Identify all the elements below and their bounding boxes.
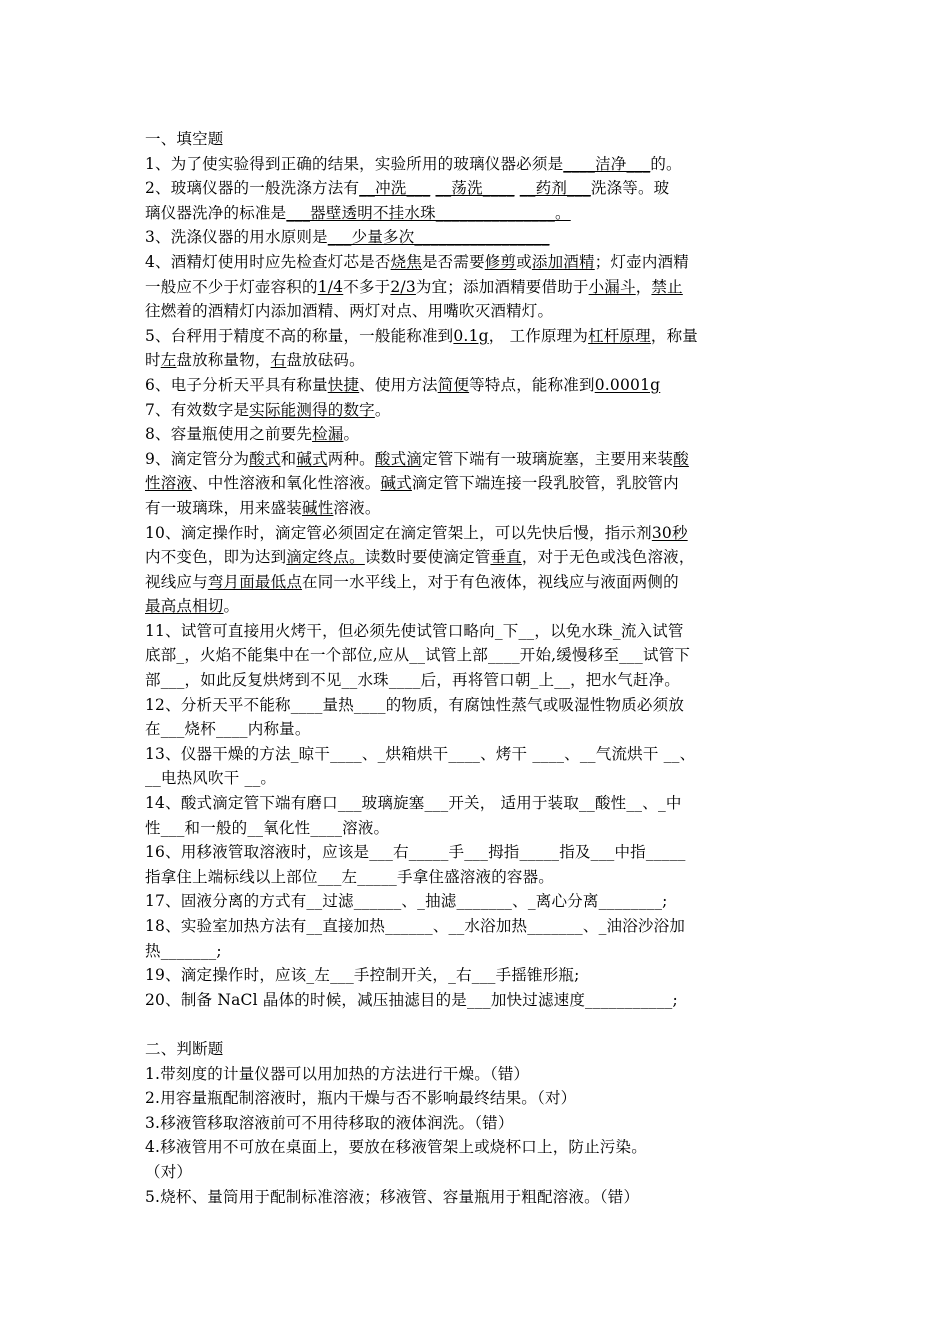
question-line	[145, 422, 810, 447]
question-line	[145, 398, 810, 423]
answer-underlined: __冲洗___	[359, 179, 431, 198]
text-segment: ，对于无色或浅色溶液，	[521, 548, 695, 567]
text-segment: 9、滴定管分为	[145, 449, 250, 468]
question-line	[145, 742, 810, 767]
question-line	[145, 643, 810, 668]
text-segment: 热_______;	[145, 941, 222, 960]
answer-underlined: ___器壁透明不挂水珠_______________。	[286, 203, 571, 222]
text-segment: 的。	[650, 154, 682, 173]
answer-underlined: ____洁净___	[563, 154, 651, 173]
question-line	[145, 299, 810, 324]
question-line	[145, 545, 810, 570]
question-line	[145, 570, 810, 595]
answer-underlined: 最高点相切	[145, 597, 224, 616]
answer-underlined: 实际能测得的数字	[249, 400, 375, 419]
text-segment: 底部_，火焰不能集中在一个部位,应从__试管上部____开始,缓慢移至___试管下	[145, 646, 691, 665]
question-line	[145, 889, 810, 914]
answer-underlined: 碱式	[380, 474, 412, 493]
text-segment: 10、滴定操作时，滴定管必须固定在滴定管架上，可以先快后慢，指示剂	[145, 523, 652, 542]
question-line	[145, 1135, 810, 1160]
question-line	[145, 275, 810, 300]
answer-underlined: 碱性	[302, 498, 334, 517]
question-line	[145, 201, 810, 226]
answer-underlined: 简便	[437, 375, 470, 394]
document-body	[145, 127, 810, 1209]
answer-underlined: 垂直	[490, 548, 522, 567]
question-line	[145, 324, 810, 349]
question-line	[145, 471, 810, 496]
question-line	[145, 373, 810, 398]
text-segment: 11、试管可直接用火烤干，但必须先使试管口略向_下__，以免水珠_流入试管	[145, 621, 684, 640]
text-segment: 有一玻璃珠，用来盛装	[145, 498, 303, 517]
text-segment: 5、台秤用于精度不高的称量，一般能称准到	[145, 326, 454, 345]
text-segment: 视线应与	[145, 572, 208, 591]
text-segment: 璃仪器洗净的标准是	[145, 203, 287, 222]
text-segment: 2.用容量瓶配制溶液时，瓶内干燥与否不影响最终结果。（对）	[145, 1089, 577, 1108]
text-segment: 时	[145, 351, 161, 370]
text-segment: 两种。	[327, 449, 375, 468]
text-segment: 1、为了使实验得到正确的结果，实验所用的玻璃仪器必须是	[145, 154, 564, 173]
text-segment: 7、有效数字是	[145, 400, 250, 419]
question-line	[145, 496, 810, 521]
answer-underlined: 酸式	[249, 449, 281, 468]
text-segment: 4.移液管用不可放在桌面上，要放在移液管架上或烧杯口上，防止污染。	[145, 1138, 647, 1157]
question-line	[145, 939, 810, 964]
question-line	[145, 1160, 810, 1185]
answer-underlined: 性溶液	[145, 474, 193, 493]
answer-underlined: 杠杆原理	[588, 326, 651, 345]
text-segment: 滴定管下端连接一段乳胶管，乳胶管内	[411, 474, 679, 493]
answer-underlined: 碱式	[296, 449, 328, 468]
text-segment: 。	[343, 425, 360, 444]
text-segment: 5.烧杯、量筒用于配制标准溶液；移液管、容量瓶用于粗配溶液。（错）	[145, 1187, 640, 1206]
text-segment: 16、用移液管取溶液时，应该是___右_____手___拇指_____指及___中指_____	[145, 843, 686, 862]
text-segment: 、中性溶液和氧化性溶液。	[192, 474, 381, 493]
text-segment: 4、酒精灯使用时应先检查灯芯是否	[145, 252, 391, 271]
question-line	[145, 348, 810, 373]
text-segment: 不多于	[343, 277, 391, 296]
question-line	[145, 963, 810, 988]
fill-in-questions	[145, 152, 810, 1013]
answer-underlined: ___少量多次_________________	[327, 228, 550, 247]
answer-underlined: 添加酒精	[531, 252, 595, 271]
answer-underlined: 左	[160, 351, 177, 370]
text-segment: 内不变色，即为达到	[145, 548, 287, 567]
question-line	[145, 766, 810, 791]
question-line	[145, 865, 810, 890]
answer-underlined: __药剂___	[519, 179, 591, 198]
text-segment: 往燃着的酒精灯内添加酒精、两灯对点、用嘴吹灭酒精灯。	[145, 302, 554, 321]
text-segment: 在___烧杯____内称量。	[145, 720, 311, 739]
question-line	[145, 1062, 810, 1087]
text-segment: 和	[280, 449, 297, 468]
text-segment: ，	[635, 277, 652, 296]
text-segment: 、使用方法	[359, 375, 438, 394]
text-segment: 12、分析天平不能称____量热____的物质，有腐蚀性蒸气或吸湿性物质必须放	[145, 695, 685, 714]
text-segment: ， 工作原理为	[488, 326, 589, 345]
text-segment: 洗涤等。玻	[590, 179, 670, 198]
question-line	[145, 152, 810, 177]
answer-underlined: 酸	[673, 449, 689, 468]
answer-underlined: __荡洗____	[435, 179, 515, 198]
text-segment: 盘放称量物，	[176, 351, 271, 370]
question-line	[145, 250, 810, 275]
question-line	[145, 816, 810, 841]
answer-underlined: 0.1g	[453, 326, 489, 345]
question-line	[145, 521, 810, 546]
question-line	[145, 1111, 810, 1136]
text-segment: 6、电子分析天平具有称量	[145, 375, 328, 394]
question-line	[145, 791, 810, 816]
text-segment: 19、滴定操作时，应该_左___手控制开关，_右___手摇锥形瓶;	[145, 966, 580, 985]
text-segment: 性___和一般的__氧化性____溶液。	[145, 818, 390, 837]
text-segment: 2、玻璃仪器的一般洗涤方法有	[145, 179, 360, 198]
text-segment: 或	[516, 252, 532, 271]
question-line	[145, 447, 810, 472]
text-segment: 定管下端有一玻璃旋塞，主要用来装	[422, 449, 674, 468]
blank-line	[145, 1012, 810, 1037]
question-line	[145, 176, 810, 201]
question-line	[145, 1185, 810, 1210]
answer-underlined: 酸式滴	[374, 449, 422, 468]
text-segment: 3、洗涤仪器的用水原则是	[145, 228, 328, 247]
section-title-true-false: 二、判断题	[145, 1039, 224, 1058]
text-segment: 为宜；添加酒精要借助于	[415, 277, 589, 296]
answer-underlined: 右	[270, 351, 287, 370]
answer-underlined: 快捷	[327, 375, 360, 394]
answer-underlined: 30秒	[651, 523, 688, 542]
text-segment: 一般应不少于灯壶容积的	[145, 277, 318, 296]
text-segment: 。	[223, 597, 240, 616]
answer-underlined: 小漏斗	[588, 277, 636, 296]
text-segment: 1.带刻度的计量仪器可以用加热的方法进行干燥。（错）	[145, 1064, 530, 1083]
text-segment: 溶液。	[333, 498, 381, 517]
text-segment: 13、仪器干燥的方法_晾干____、_烘箱烘干____、烤干 ____、__气流烘干 __、	[145, 744, 696, 763]
answer-underlined: 2/3	[390, 277, 416, 296]
text-segment: 14、酸式滴定管下端有磨口___玻璃旋塞___开关， 适用于装取__酸性__、_中	[145, 794, 682, 813]
text-segment: 20、制备 NaCl 晶体的时候，减压抽滤目的是___加快过滤速度___________;	[145, 990, 678, 1009]
text-segment: 17、固液分离的方式有__过滤______、_抽滤_______、_离心分离________;	[145, 892, 668, 911]
question-line	[145, 668, 810, 693]
section-title-fill-in: 一、填空题	[145, 130, 224, 148]
text-segment: 8、容量瓶使用之前要先	[145, 425, 313, 444]
answer-underlined: 烧焦	[390, 252, 422, 271]
text-segment: 。	[374, 400, 391, 419]
answer-underlined: 1/4	[317, 277, 344, 296]
question-line	[145, 717, 810, 742]
question-line	[145, 988, 810, 1013]
text-segment: 是否需要	[421, 252, 485, 271]
question-line	[145, 594, 810, 619]
question-line	[145, 225, 810, 250]
text-segment: __电热风吹干 __。	[145, 769, 277, 788]
text-segment: 读数时要使滴定管	[364, 548, 491, 567]
question-line	[145, 1086, 810, 1111]
text-segment: 部___，如此反复烘烤到不见__水珠____后，再将管口朝_上__，把水气赶净。	[145, 671, 681, 690]
question-line	[145, 693, 810, 718]
true-false-questions	[145, 1062, 810, 1210]
answer-underlined: 滴定终点。	[286, 548, 365, 567]
question-line	[145, 619, 810, 644]
question-line	[145, 914, 810, 939]
text-segment: （对）	[145, 1162, 193, 1181]
question-line	[145, 840, 810, 865]
answer-underlined: 禁止	[651, 277, 683, 296]
text-segment: 3.移液管移取溶液前可不用待移取的液体润洗。（错）	[145, 1113, 514, 1132]
text-segment: 指拿住上端标线以上部位___左_____手拿住盛溶液的容器。	[145, 867, 555, 886]
answer-underlined: 0.0001g	[594, 375, 661, 394]
text-segment: ；灯壶内酒精	[594, 252, 689, 271]
answer-underlined: 修剪	[484, 252, 517, 271]
text-segment: 18、实验室加热方法有__直接加热______、__水浴加热_______、_油浴沙浴加	[145, 917, 686, 935]
text-segment: 盘放砝码。	[286, 351, 365, 370]
text-segment: 在同一水平线上，对于有色液体，视线应与液面两侧的	[302, 572, 679, 591]
answer-underlined: 检漏	[312, 425, 344, 444]
answer-underlined: 弯月面最低点	[207, 572, 303, 591]
text-segment: 等特点，能称准到	[469, 375, 595, 394]
text-segment: ，称量	[650, 326, 698, 345]
